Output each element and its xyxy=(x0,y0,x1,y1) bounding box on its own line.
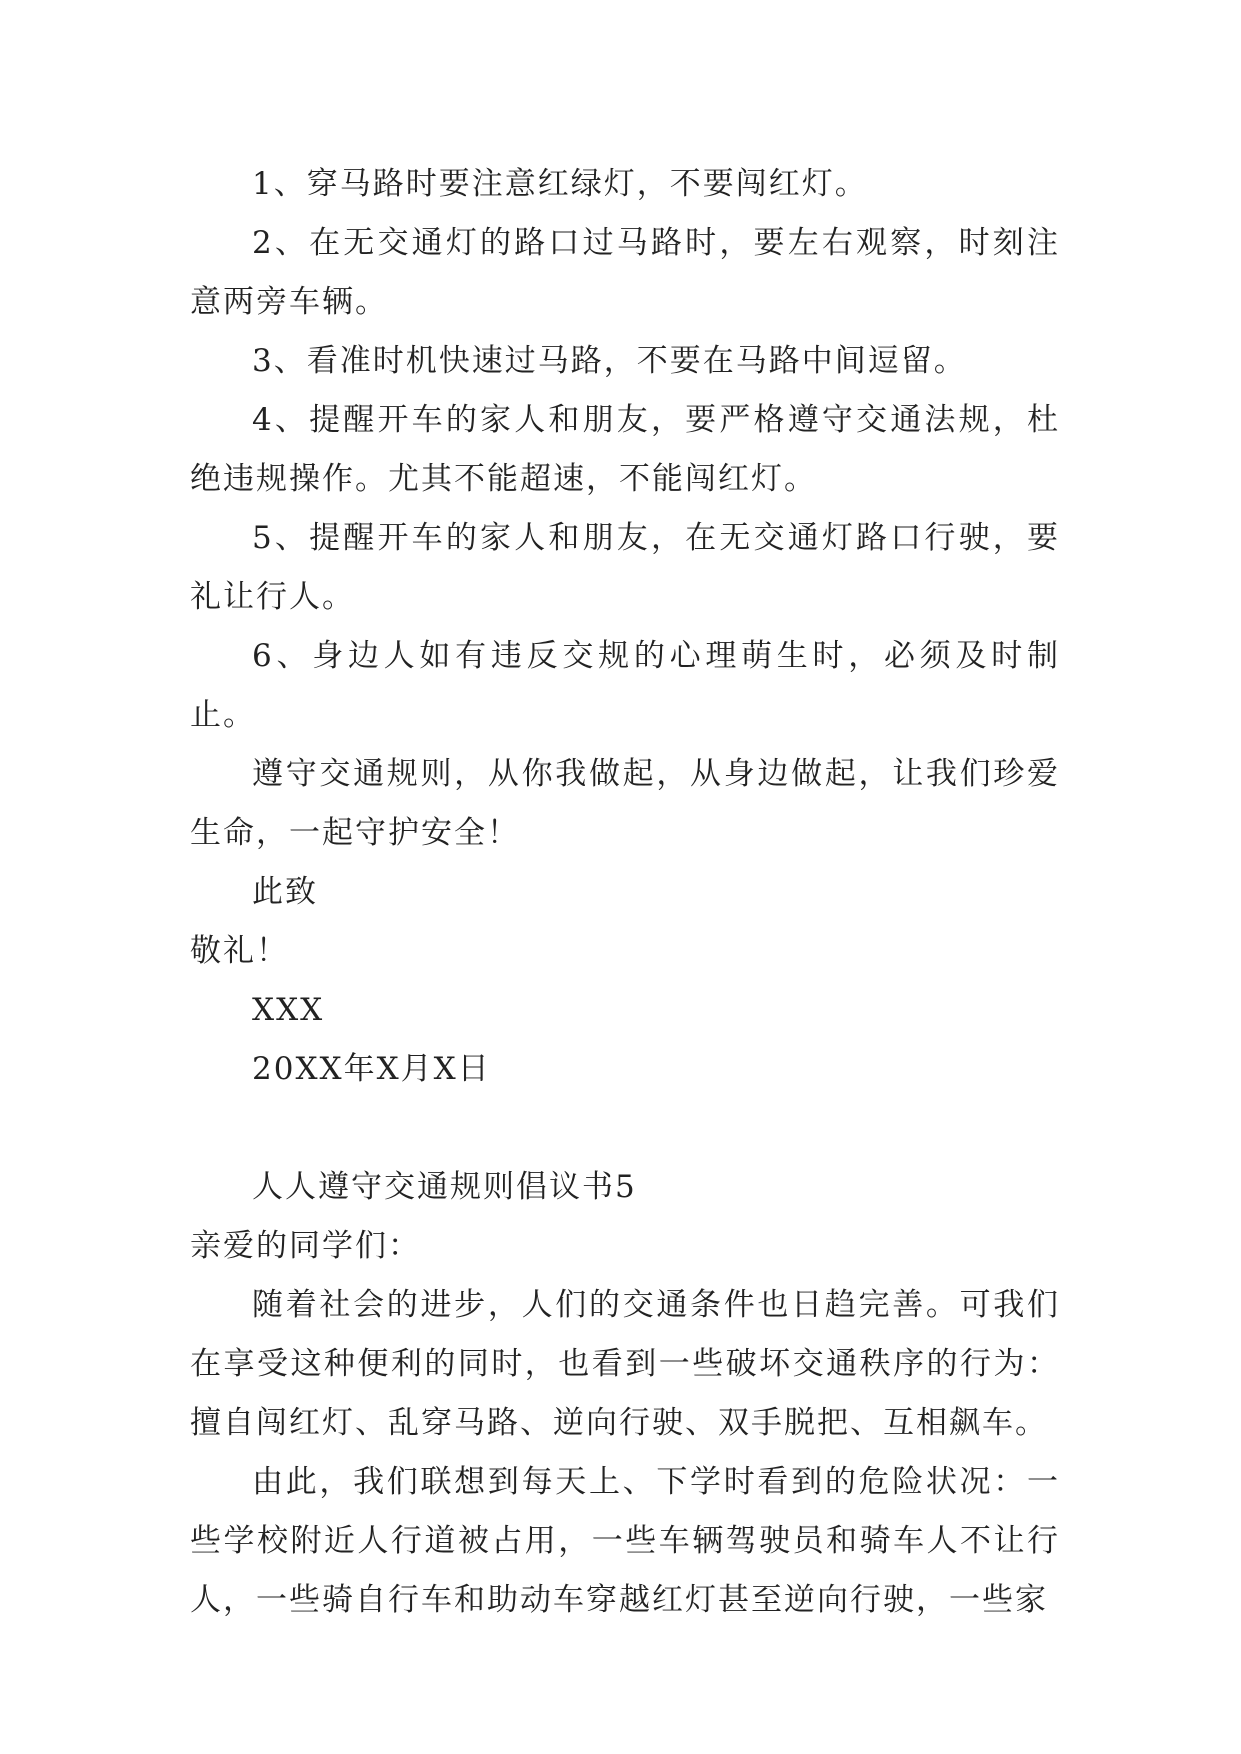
section-gap xyxy=(190,1099,1060,1158)
closing-jing-li: 敬礼！ xyxy=(190,933,289,969)
list-item: 1、穿马路时要注意红绿灯，不要闯红灯。 xyxy=(252,166,868,202)
salutation: 亲爱的同学们： xyxy=(190,1228,421,1264)
date: 20XX年X月X日 xyxy=(252,1051,491,1087)
list-item: 2、在无交通灯的路口过马路时，要左右观察，时刻注意两旁车辆。 xyxy=(190,225,1060,320)
section-title: 人人遵守交通规则倡议书5 xyxy=(252,1169,637,1205)
document-body xyxy=(190,155,1060,1630)
closing-ci-zhi: 此致 xyxy=(252,874,318,910)
signature: XXX xyxy=(252,992,325,1028)
closing-paragraph: 遵守交通规则，从你我做起，从身边做起，让我们珍爱生命，一起守护安全！ xyxy=(190,756,1060,851)
list-item: 5、提醒开车的家人和朋友，在无交通灯路口行驶，要礼让行人。 xyxy=(190,520,1060,615)
list-item: 3、看准时机快速过马路，不要在马路中间逗留。 xyxy=(252,343,967,379)
body-paragraph: 由此，我们联想到每天上、下学时看到的危险状况：一些学校附近人行道被占用，一些车辆驾驶员和骑车人不让行人，一些骑自行车和助动车穿越红灯甚至逆向行驶，一些家 xyxy=(190,1464,1060,1618)
list-item: 4、提醒开车的家人和朋友，要严格遵守交通法规，杜绝违规操作。尤其不能超速，不能闯红灯。 xyxy=(190,402,1060,497)
body-paragraph: 随着社会的进步，人们的交通条件也日趋完善。可我们在享受这种便利的同时，也看到一些破坏交通秩序的行为：擅自闯红灯、乱穿马路、逆向行驶、双手脱把、互相飙车。 xyxy=(190,1287,1060,1441)
list-item: 6、身边人如有违反交规的心理萌生时，必须及时制止。 xyxy=(190,638,1060,733)
